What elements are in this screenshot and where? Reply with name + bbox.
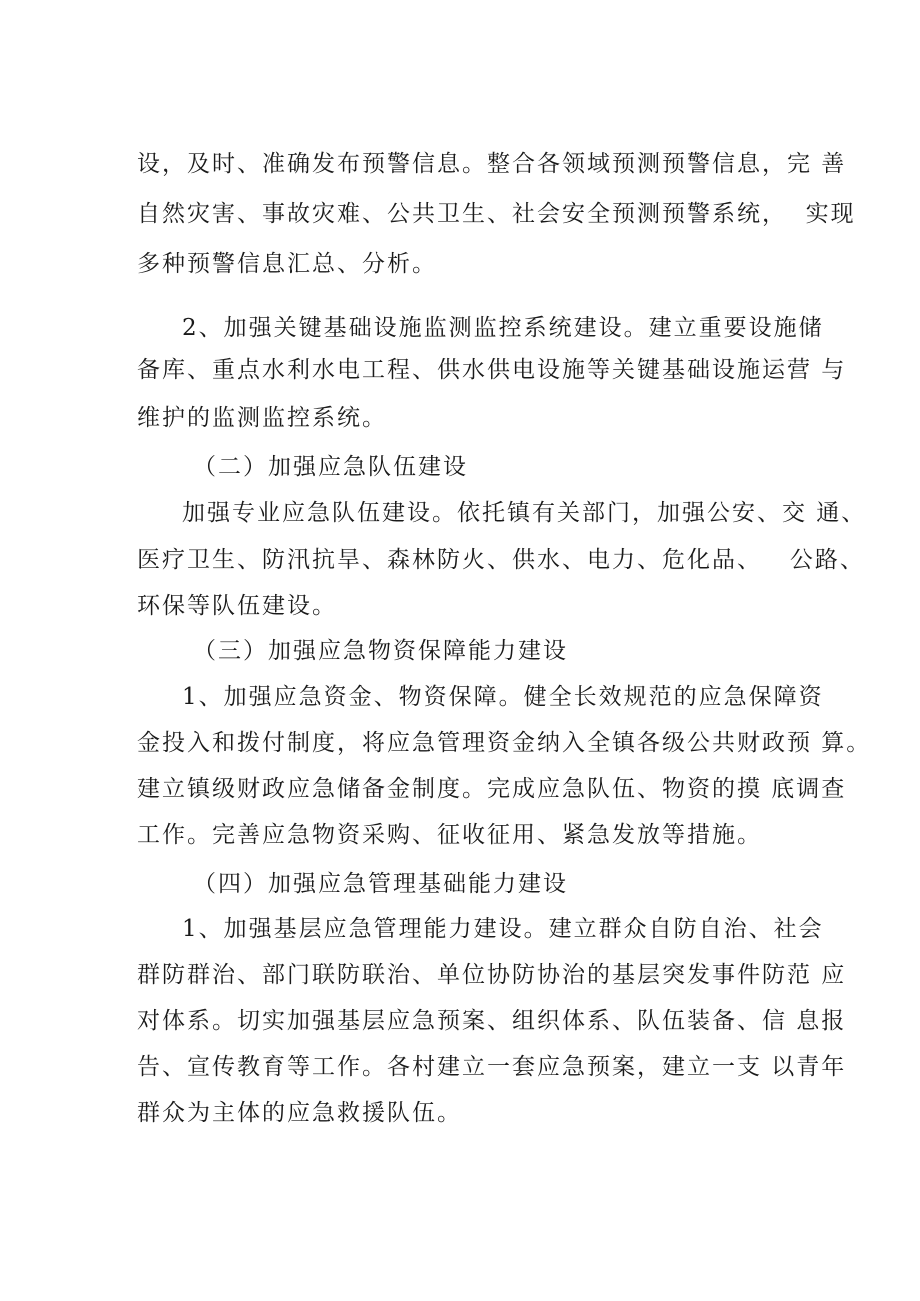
paragraph-5-line-2: 群防群治、部门联防联治、单位协防协治的基层突发事件防范 应 xyxy=(137,962,847,988)
paragraph-3-line-3: 环保等队伍建设。 xyxy=(137,593,337,619)
paragraph-4-line-1: 1、加强应急资金、物资保障。健全长效规范的应急保障资 xyxy=(182,684,824,710)
paragraph-4-line-3: 建立镇级财政应急储备金制度。完成应急队伍、物资的摸 底调查 xyxy=(137,776,847,802)
paragraph-2-line-2: 备库、重点水利水电工程、供水供电设施等关键基础设施运营 与 xyxy=(137,357,847,383)
paragraph-5-line-5: 群众为主体的应急救援队伍。 xyxy=(137,1100,462,1126)
section-heading-2: （二）加强应急队伍建设 xyxy=(193,454,468,480)
paragraph-5-line-3: 对体系。切实加强基层应急预案、组织体系、队伍装备、信 息报 xyxy=(137,1008,847,1034)
paragraph-2-line-1: 2、加强关键基础设施监测监控系统建设。建立重要设施储 xyxy=(182,315,824,341)
paragraph-3-line-1: 加强专业应急队伍建设。依托镇有关部门，加强公安、交 通、 xyxy=(182,500,867,526)
paragraph-2-line-3: 维护的监测监控系统。 xyxy=(137,405,387,431)
paragraph-5-line-4: 告、宣传教育等工作。各村建立一套应急预案，建立一支 以青年 xyxy=(137,1054,847,1080)
paragraph-4-line-4: 工作。完善应急物资采购、征收征用、紧急发放等措施。 xyxy=(137,822,762,848)
section-heading-3: （三）加强应急物资保障能力建设 xyxy=(193,638,568,664)
paragraph-1-line-2: 自然灾害、事故灾难、公共卫生、社会安全预测预警系统， 实现 xyxy=(137,201,856,227)
paragraph-4-line-2: 金投入和拨付制度，将应急管理资金纳入全镇各级公共财政预 算。 xyxy=(137,730,872,756)
paragraph-5-line-1: 1、加强基层应急管理能力建设。建立群众自防自治、社会 xyxy=(182,916,824,942)
section-heading-4: （四）加强应急管理基础能力建设 xyxy=(193,871,568,897)
paragraph-1-line-1: 设，及时、准确发布预警信息。整合各领域预测预警信息，完 善 xyxy=(137,151,847,177)
paragraph-1-line-3: 多种预警信息汇总、分析。 xyxy=(137,251,437,277)
paragraph-3-line-2: 医疗卫生、防汛抗旱、森林防火、供水、电力、危化品、 公路、 xyxy=(137,547,865,573)
